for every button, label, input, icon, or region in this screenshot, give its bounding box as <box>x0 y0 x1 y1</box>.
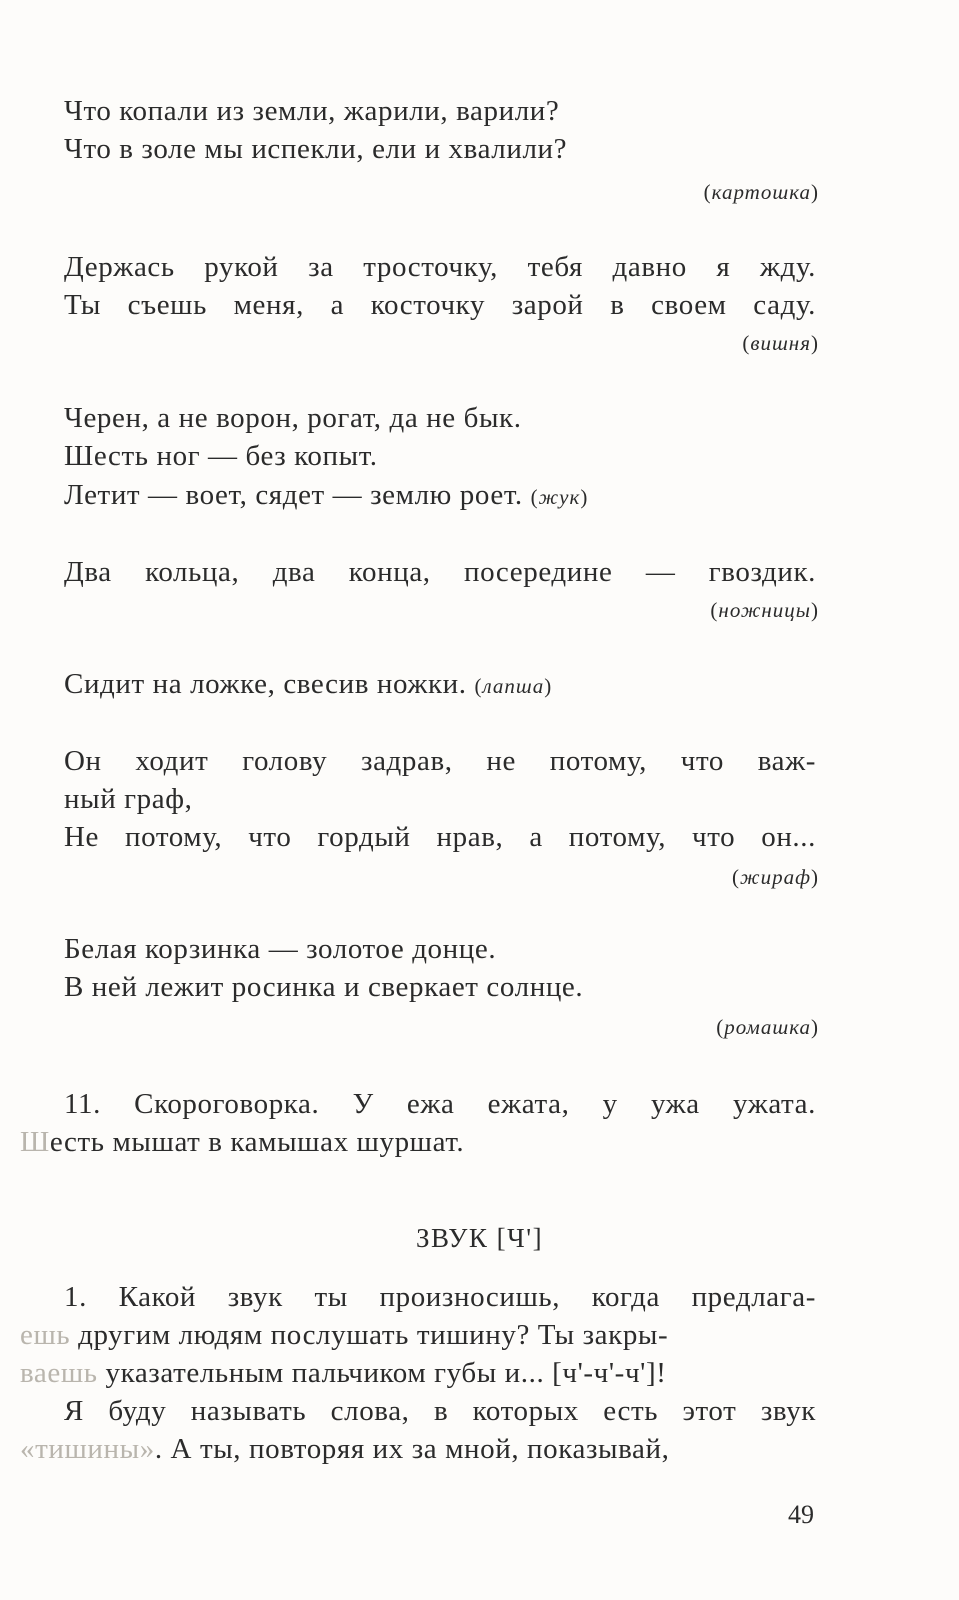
riddle-2-answer-text: вишня <box>750 331 811 355</box>
riddle-3-answer: (жук) <box>530 485 589 509</box>
riddle-7-line-2: В ней лежит росинка и сверкает солнце. <box>64 971 584 1003</box>
section-line-3-text: указательным пальчиком губы и... [ч'-ч'-ч']! <box>97 1357 667 1389</box>
riddle-6-line-3: Не потому, что гордый нрав, а потому, что он... <box>64 821 816 853</box>
riddle-6-line-1: Он ходит голову задрав, не потому, что важ- <box>64 745 816 777</box>
section-line-2-faded: ешь <box>20 1319 71 1351</box>
riddle-3-line-2: Шесть ног — без копыт. <box>64 440 378 472</box>
riddle-5-answer: (лапша) <box>474 674 553 698</box>
section-line-5 <box>20 1430 772 1468</box>
section-line-4: Я буду называть слова, в которых есть этот звук <box>64 1395 816 1427</box>
riddle-7-answer: (ромашка) <box>716 1015 819 1039</box>
riddle-5-line-1-text: Сидит на ложке, свесив ножки. <box>64 668 467 700</box>
riddle-1-answer-text: картошка <box>711 180 811 204</box>
riddle-6-answer: (жираф) <box>732 865 819 889</box>
section-line-5-text: . А ты, повторяя их за мной, показывай, <box>154 1433 670 1465</box>
riddle-6-line-2: ный граф, <box>64 783 193 815</box>
riddle-2-line-2: Ты съешь меня, а косточку зарой в своем саду. <box>64 289 816 321</box>
page-number: 49 <box>788 1500 814 1529</box>
exercise-11-line-1: 11. Скороговорка. У ежа ежата, у ужа ужата. <box>64 1088 816 1120</box>
section-line-5-faded: «тишины» <box>20 1433 155 1465</box>
riddle-2-answer: (вишня) <box>742 331 819 355</box>
riddle-3-line-3 <box>64 476 816 516</box>
section-line-2 <box>20 1316 772 1354</box>
riddle-7-answer-text: ромашка <box>724 1015 811 1039</box>
section-line-3 <box>20 1354 772 1392</box>
section-line-3-faded: ваешь <box>20 1357 98 1389</box>
section-line-1: 1. Какой звук ты произносишь, когда предлага- <box>64 1281 816 1313</box>
riddle-3-answer-text: жук <box>538 485 581 509</box>
exercise-11-line-2-faded: Ш <box>20 1126 50 1158</box>
riddle-5-line-1 <box>64 665 816 705</box>
riddle-4-answer: (ножницы) <box>710 598 819 622</box>
riddle-3-line-3-text: Летит — воет, сядет — землю роет. <box>64 479 523 511</box>
section-title: ЗВУК [Ч'] <box>415 1223 544 1253</box>
section-line-2-text: другим людям послушать тишину? Ты закры- <box>70 1319 669 1351</box>
riddle-2-line-1: Держась рукой за тросточку, тебя давно я жду. <box>64 251 816 283</box>
exercise-11-line-2 <box>20 1123 772 1161</box>
riddle-4-line-1: Два кольца, два конца, посередине — гвоздик. <box>64 556 816 588</box>
riddle-5-answer-text: лапша <box>482 674 545 698</box>
riddle-1-line-2: Что в золе мы испекли, ели и хвалили? <box>64 133 568 165</box>
riddle-1-line-1: Что копали из земли, жарили, варили? <box>64 95 560 127</box>
riddle-7-line-1: Белая корзинка — золотое донце. <box>64 933 497 965</box>
riddle-4-answer-text: ножницы <box>718 598 811 622</box>
riddle-1-answer: (картошка) <box>703 180 819 204</box>
riddle-6-answer-text: жираф <box>740 865 811 889</box>
exercise-11-line-2-text: есть мышат в камышах шуршат. <box>49 1126 465 1158</box>
riddle-3-line-1: Черен, а не ворон, рогат, да не бык. <box>64 402 522 434</box>
